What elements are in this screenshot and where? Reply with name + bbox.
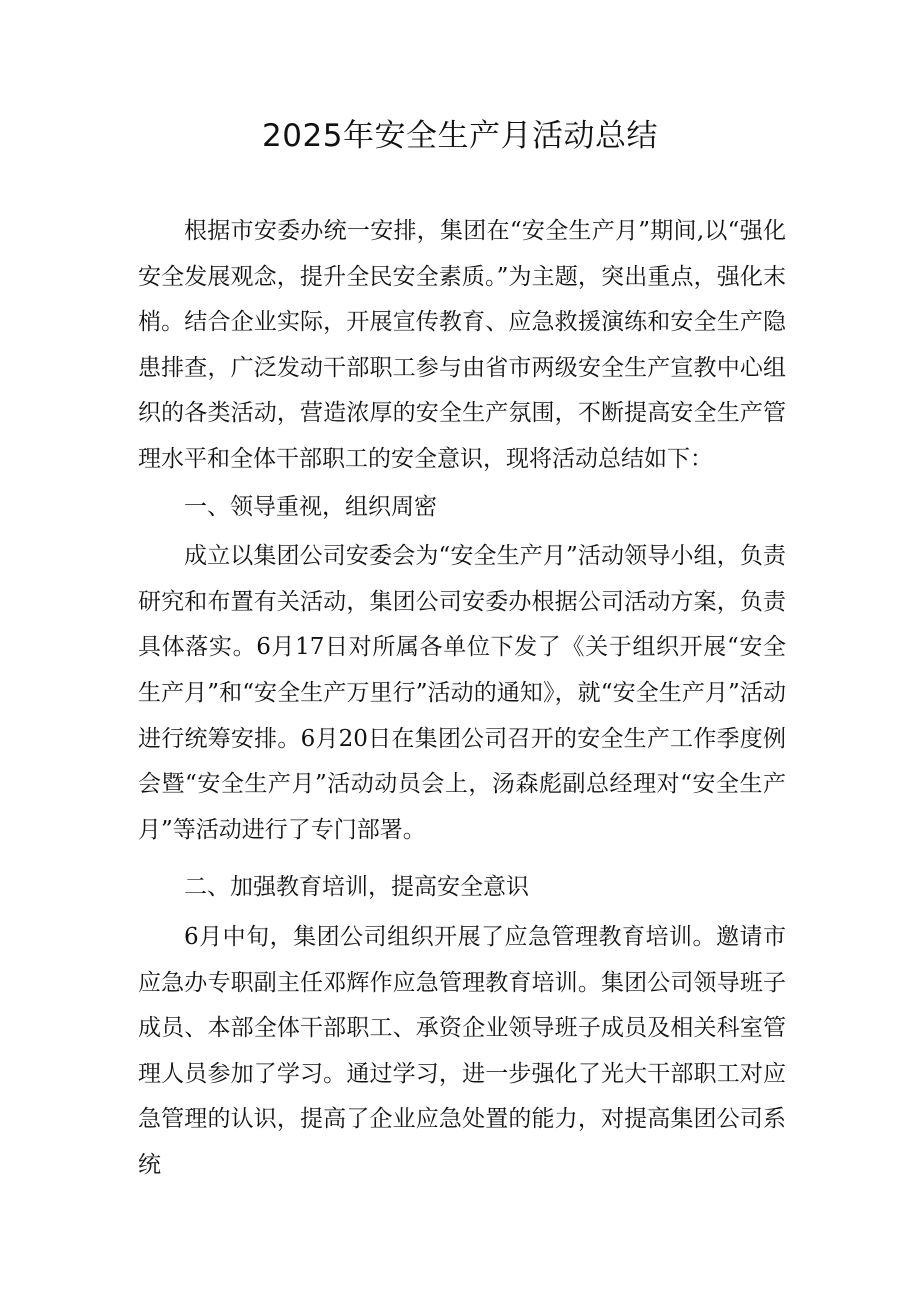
section-paragraph-leadership: 成立以集团公司安委会为“安全生产月”活动领导小组，负责研究和布置有关活动，集团公司安委办根据公司活动方案，负责具体落实。6月17日对所属各单位下发了《关于组织开展“安全生产月”和“安全生产万里行”活动的通知》，就“安全生产月”活动进行统筹安排。6月20日在集团公司召开的安全生产工作季度例会暨“安全生产月”活动动员会上，汤森彪副总经理对“安全生产月”等活动进行了专门部署。 [138,543,786,843]
section-paragraph-training: 6月中旬，集团公司组织开展了应急管理教育培训。邀请市应急办专职副主任邓辉作应急管理教育培训。集团公司领导班子成员、本部全体干部职工、承资企业领导班子成员及相关科室管理人员参加了学习。通过学习，进一步强化了光大干部职工对应急管理的认识，提高了企业应急处置的能力，对提高集团公司系统 [138,923,786,1178]
intro-paragraph: 根据市安委办统一安排，集团在“安全生产月”期间,以“强化安全发展观念，提升全民安全素质。”为主题，突出重点，强化末梢。结合企业实际，开展宣传教育、应急救援演练和安全生产隐患排查，广泛发动干部职工参与由省市两级安全生产宣教中心组织的各类活动，营造浓厚的安全生产氛围，不断提高安全生产管理水平和全体干部职工的安全意识，现将活动总结如下： [138,218,786,472]
section-heading-training: 二、加强教育培训，提高安全意识 [184,874,529,901]
document-title: 2025年安全生产月活动总结 [262,118,658,154]
section-heading-leadership: 一、领导重视，组织周密 [184,493,437,520]
document-body [138,209,786,1188]
